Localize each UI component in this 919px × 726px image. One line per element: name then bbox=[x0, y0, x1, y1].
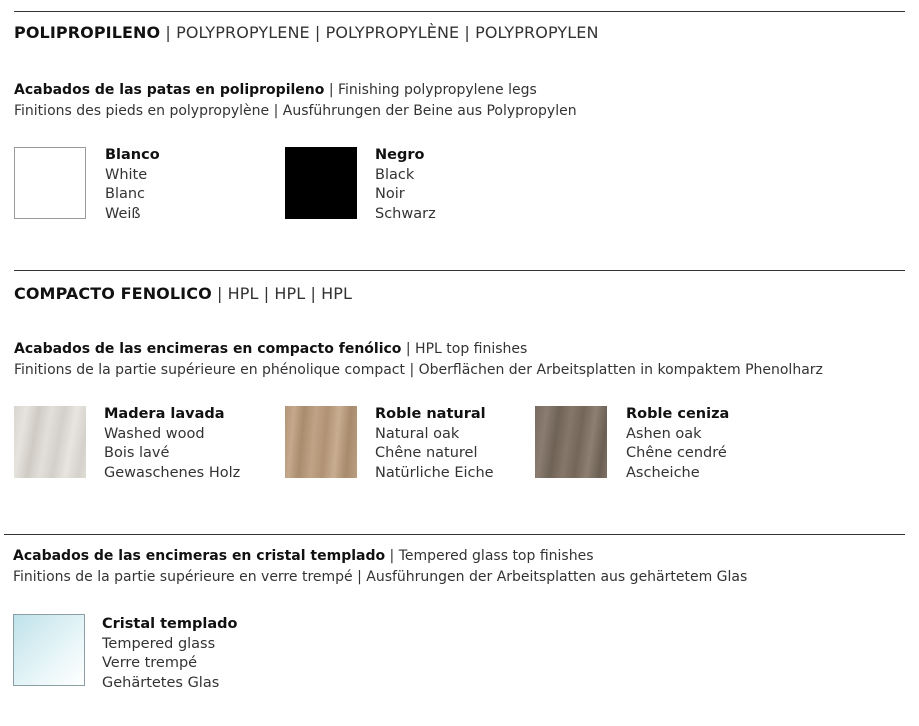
section-title-hpl bbox=[14, 284, 352, 303]
finish-name-de: Ascheiche bbox=[626, 464, 700, 481]
finish-name-en: Black bbox=[375, 166, 415, 183]
finish-name-fr: Noir bbox=[375, 186, 405, 202]
subtitle-bold: Acabados de las encimeras en compacto fenólico bbox=[14, 341, 402, 357]
swatch-white bbox=[14, 147, 86, 219]
section-subtitle bbox=[14, 339, 823, 381]
section-title-polypropylene bbox=[14, 23, 599, 42]
finish-name-fr: Chêne cendré bbox=[626, 445, 727, 461]
finish-name-de: Gehärtetes Glas bbox=[102, 674, 220, 691]
finish-name-de: Schwarz bbox=[375, 205, 436, 222]
subtitle-line2: Finitions de la partie supérieure en verre trempé | Ausführungen der Arbeitsplatten aus gehärtetem Glas bbox=[13, 569, 748, 585]
swatch-tempered-glass bbox=[13, 614, 85, 686]
subtitle-bold: Acabados de las encimeras en cristal templado bbox=[13, 548, 386, 564]
swatch-label-ashen-oak bbox=[626, 405, 729, 483]
section-subtitle bbox=[13, 546, 747, 588]
finish-name-en: Natural oak bbox=[375, 425, 460, 442]
finish-name-es: Blanco bbox=[105, 147, 160, 163]
section-title-bold: COMPACTO FENOLICO bbox=[14, 284, 212, 303]
finish-name-es: Madera lavada bbox=[104, 406, 225, 422]
swatch-label-natural-oak bbox=[375, 405, 494, 483]
subtitle-bold: Acabados de las patas en polipropileno bbox=[14, 82, 325, 98]
swatch-ashen-oak bbox=[535, 406, 607, 478]
subtitle-translation: | HPL top finishes bbox=[401, 341, 528, 357]
swatch-label-washed-wood bbox=[104, 405, 240, 483]
subtitle-translation: | Tempered glass top finishes bbox=[385, 548, 594, 564]
subtitle-line2: Finitions de la partie supérieure en phénolique compact | Oberflächen der Arbeitsplatten in kompaktem Phenolharz bbox=[14, 362, 823, 378]
subtitle-line2: Finitions des pieds en polypropylène | Ausführungen der Beine aus Polypropylen bbox=[14, 103, 577, 119]
finish-name-en: Washed wood bbox=[104, 425, 205, 442]
swatch-label-tempered-glass bbox=[102, 615, 237, 693]
finish-name-en: White bbox=[105, 166, 148, 183]
finish-name-es: Roble natural bbox=[375, 406, 486, 422]
section-title-translations: | POLYPROPYLENE | POLYPROPYLÈNE | POLYPROPYLEN bbox=[160, 23, 599, 42]
finish-name-es: Roble ceniza bbox=[626, 406, 730, 422]
finish-name-es: Cristal templado bbox=[102, 616, 238, 632]
swatch-label-white bbox=[105, 146, 160, 224]
finish-name-en: Tempered glass bbox=[102, 635, 216, 652]
swatch-natural-oak bbox=[285, 406, 357, 478]
subtitle-translation: | Finishing polypropylene legs bbox=[324, 82, 537, 98]
finish-name-de: Natürliche Eiche bbox=[375, 464, 494, 481]
finish-name-en: Ashen oak bbox=[626, 425, 702, 442]
finish-name-fr: Chêne naturel bbox=[375, 445, 478, 461]
finish-name-fr: Blanc bbox=[105, 186, 146, 202]
finish-name-es: Negro bbox=[375, 147, 425, 163]
section-divider bbox=[14, 270, 905, 271]
swatch-black bbox=[285, 147, 357, 219]
section-subtitle bbox=[14, 80, 577, 122]
finish-name-fr: Bois lavé bbox=[104, 445, 170, 461]
finish-name-de: Gewaschenes Holz bbox=[104, 464, 241, 481]
section-divider bbox=[4, 534, 905, 535]
section-divider bbox=[14, 11, 905, 12]
swatch-label-black bbox=[375, 146, 436, 224]
section-title-translations: | HPL | HPL | HPL bbox=[211, 284, 353, 303]
section-title-bold: POLIPROPILENO bbox=[14, 23, 161, 42]
finish-name-fr: Verre trempé bbox=[102, 655, 198, 671]
finish-name-de: Weiß bbox=[105, 205, 141, 222]
swatch-washed-wood bbox=[14, 406, 86, 478]
